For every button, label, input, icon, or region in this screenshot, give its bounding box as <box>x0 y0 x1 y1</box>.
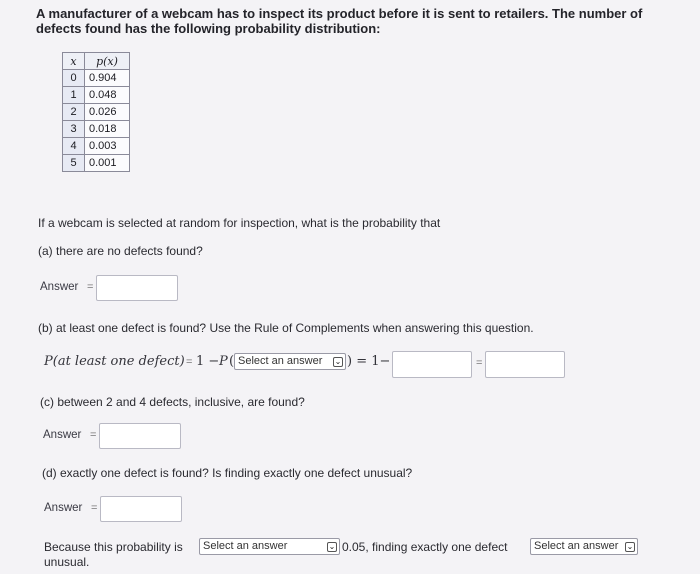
part-b-complement-input[interactable] <box>392 351 472 378</box>
table-row <box>63 138 130 155</box>
table-header-row <box>63 53 130 70</box>
part-d-question: (d) exactly one defect is found? Is finding exactly one defect unusual? <box>42 466 413 480</box>
problem-intro: A manufacturer of a webcam has to inspect its product before it is sent to retailers. The number of defects found has the following probability distribution: <box>36 6 643 36</box>
part-a-answer-input[interactable] <box>96 275 178 301</box>
chevron-down-icon: ⌄ <box>328 542 336 551</box>
chevron-down-icon: ⌄ <box>626 542 634 551</box>
part-b-answer-input[interactable] <box>485 351 565 378</box>
x-cell: 4 <box>63 138 85 155</box>
comparison-select[interactable] <box>199 538 340 555</box>
part-d-answer-input[interactable] <box>100 496 182 522</box>
equals-sign: = <box>186 356 193 368</box>
equals-sign: = <box>476 357 483 369</box>
part-a-question: (a) there are no defects found? <box>38 244 203 258</box>
table-row <box>63 104 130 121</box>
px-cell: 0.026 <box>85 104 130 121</box>
lhs-text: P(at least one defect) <box>44 354 185 369</box>
part-c-answer-label: Answer <box>43 429 82 441</box>
px-cell: 0.904 <box>85 70 130 87</box>
table-row <box>63 87 130 104</box>
question-prompt: If a webcam is selected at random for inspection, what is the probability that <box>38 216 441 230</box>
x-cell: 1 <box>63 87 85 104</box>
equals-sign: = <box>91 502 98 514</box>
select-value: Select an answer <box>534 540 619 552</box>
column-header-px: p(x) <box>85 53 130 70</box>
px-cell: 0.018 <box>85 121 130 138</box>
equals-sign: = <box>87 281 94 293</box>
x-cell: 2 <box>63 104 85 121</box>
part-b-event-select[interactable] <box>234 353 346 370</box>
part-c-question: (c) between 2 and 4 defects, inclusive, are found? <box>40 395 305 409</box>
chevron-down-icon: ⌄ <box>334 357 342 366</box>
conclusion-text-3: unusual. <box>44 555 90 569</box>
x-cell: 5 <box>63 155 85 172</box>
probability-distribution-table <box>62 52 130 172</box>
table-row <box>63 121 130 138</box>
part-d-answer-label: Answer <box>44 502 83 514</box>
open-paren: ( <box>229 354 235 369</box>
p-symbol <box>219 354 228 369</box>
equals-sign: = <box>90 429 97 441</box>
part-a-answer-label: Answer <box>40 281 79 293</box>
x-cell: 3 <box>63 121 85 138</box>
table-row <box>63 155 130 172</box>
conclusion-text-2: 0.05, finding exactly one defect <box>342 540 508 554</box>
unusual-select[interactable] <box>530 538 638 555</box>
part-b-lhs <box>44 354 185 369</box>
px-cell: 0.048 <box>85 87 130 104</box>
part-b-question: (b) at least one defect is found? Use the Rule of Complements when answering this question. <box>38 321 534 335</box>
column-header-x: x <box>63 53 85 70</box>
px-cell: 0.001 <box>85 155 130 172</box>
close-paren-equals: ) = 1− <box>347 354 391 369</box>
conclusion-text-1: Because this probability is <box>44 540 183 554</box>
p-letter: P <box>219 354 228 369</box>
x-cell: 0 <box>63 70 85 87</box>
part-c-answer-input[interactable] <box>99 423 181 449</box>
table-row <box>63 70 130 87</box>
select-value: Select an answer <box>203 540 288 552</box>
px-cell: 0.003 <box>85 138 130 155</box>
one-minus: 1 − <box>196 354 220 369</box>
select-value: Select an answer <box>238 355 323 367</box>
